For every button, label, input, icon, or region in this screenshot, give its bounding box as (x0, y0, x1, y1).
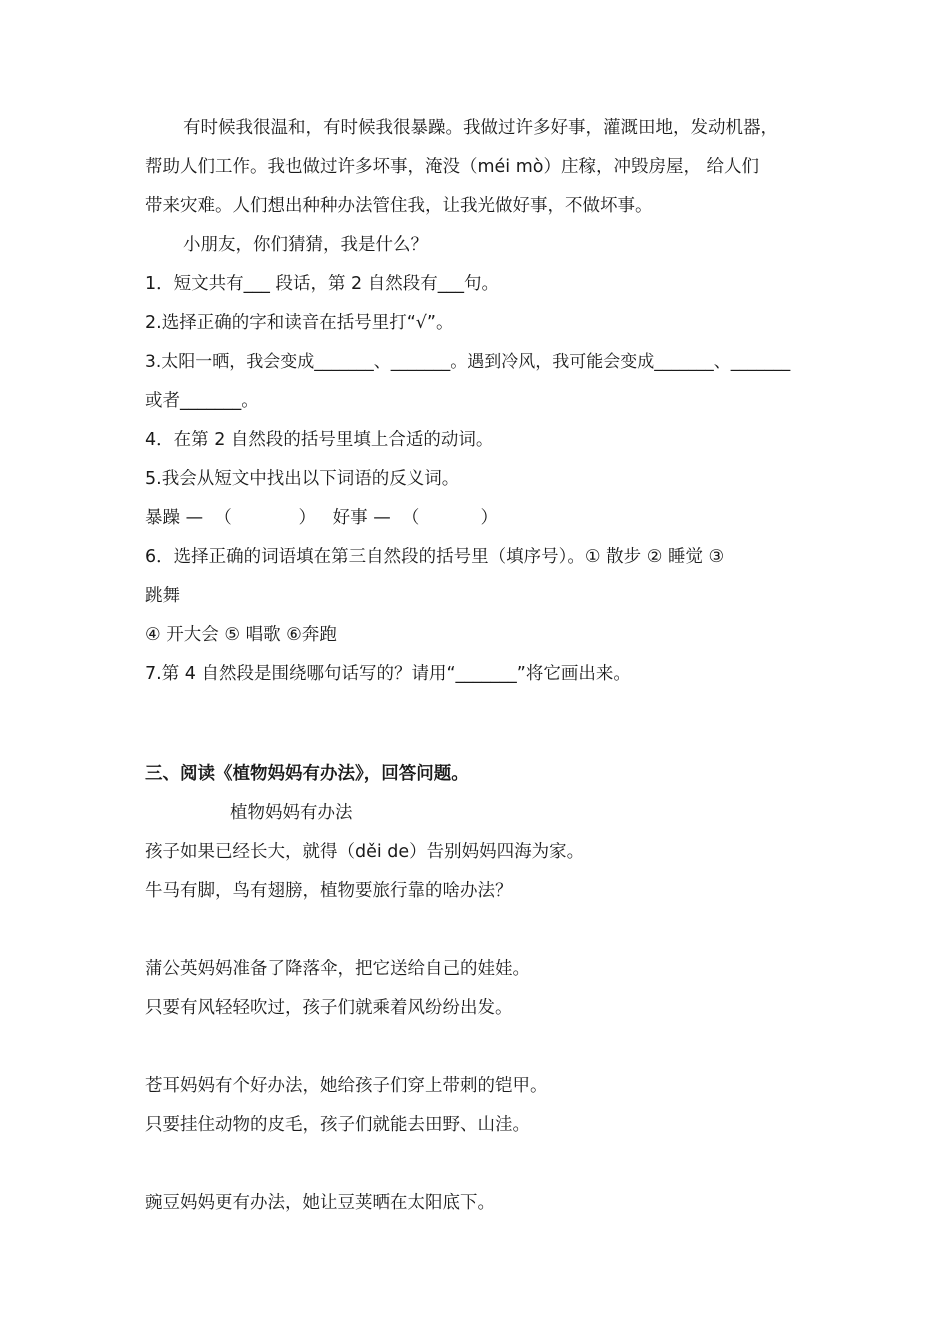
question-6-line-1: 6．选择正确的词语填在第三自然段的括号里（填序号）。① 散步 ② 睡觉 ③ (145, 547, 725, 567)
poem-line: 孩子如果已经长大，就得（děi de）告别妈妈四海为家。 (145, 842, 585, 862)
question-6-line-2: 跳舞 (145, 586, 180, 606)
poem-line: 牛马有脚，鸟有翅膀，植物要旅行靠的啥办法？ (145, 881, 513, 901)
poem-line: 蒲公英妈妈准备了降落伞，把它送给自己的娃娃。 (145, 959, 530, 979)
question-7: 7.第 4 自然段是围绕哪句话写的？请用“_______”将它画出来。 (145, 664, 631, 684)
question-4: 4．在第 2 自然段的括号里填上合适的动词。 (145, 430, 494, 450)
question-5-antonym-pairs: 暴躁 — （ ） 好事 — （ ） (145, 508, 499, 528)
passage-paragraph-2: 小朋友，你们猜猜，我是什么？ (183, 235, 428, 255)
question-2: 2.选择正确的字和读音在括号里打“√”。 (145, 313, 454, 333)
question-6-options: ④ 开大会 ⑤ 唱歌 ⑥奔跑 (145, 625, 337, 645)
poem-line: 只要挂住动物的皮毛，孩子们就能去田野、山洼。 (145, 1115, 530, 1135)
passage-paragraph-1-line-2: 帮助人们工作。我也做过许多坏事，淹没（méi mò）庄稼，冲毁房屋， 给人们 (145, 157, 760, 177)
section-3-heading: 三、阅读《植物妈妈有办法》，回答问题。 (145, 764, 469, 784)
passage-paragraph-1-line-3: 带来灾难。人们想出种种办法管住我，让我光做好事，不做坏事。 (145, 196, 653, 216)
question-5: 5.我会从短文中找出以下词语的反义词。 (145, 469, 460, 489)
passage-paragraph-1-line-1: 有时候我很温和，有时候我很暴躁。我做过许多好事，灌溉田地，发动机器， (183, 118, 778, 138)
poem-title: 植物妈妈有办法 (230, 803, 353, 823)
poem-line: 苍耳妈妈有个好办法，她给孩子们穿上带刺的铠甲。 (145, 1076, 548, 1096)
question-3-line-2: 或者_______。 (145, 391, 259, 411)
poem-line: 只要有风轻轻吹过，孩子们就乘着风纷纷出发。 (145, 998, 513, 1018)
question-1: 1．短文共有___ 段话，第 2 自然段有___句。 (145, 274, 499, 294)
poem-line: 豌豆妈妈更有办法，她让豆荚晒在太阳底下。 (145, 1193, 495, 1213)
question-3-line-1: 3.太阳一晒，我会变成_______、_______。遇到冷风，我可能会变成_______、_______ (145, 352, 791, 372)
